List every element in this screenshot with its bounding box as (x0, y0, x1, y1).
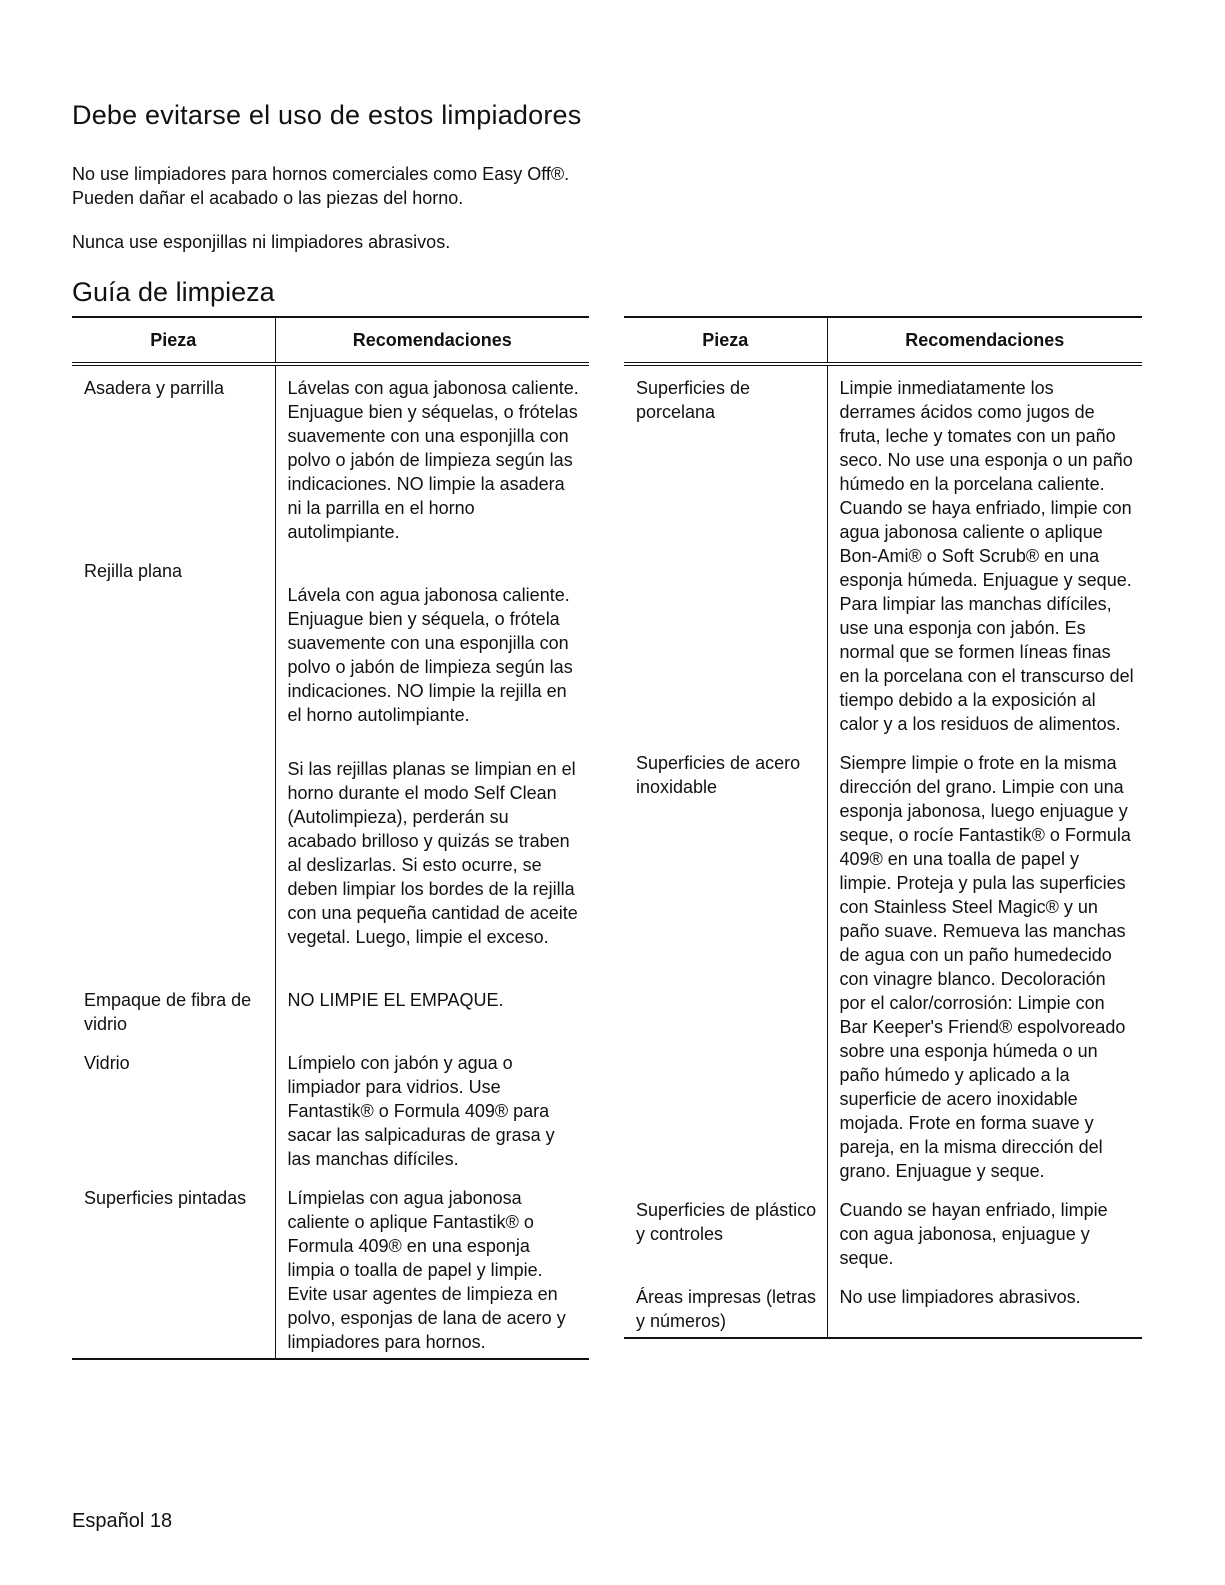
part-cell: Rejilla plana (72, 556, 275, 985)
part-cell: Vidrio (72, 1048, 275, 1183)
part-cell: Superficies pintadas (72, 1183, 275, 1359)
recommendation-cell: No use limpiadores abrasivos. (839, 1287, 1081, 1307)
table-row (72, 364, 589, 556)
recommendation-cell (275, 556, 589, 985)
recommendation-cell: Cuando se hayan enfriado, limpie con agua jabonosa, enjuague y seque. (839, 1200, 1108, 1268)
part-cell: Asadera y parrilla (72, 364, 275, 556)
cleaning-table-left (72, 316, 589, 1360)
page-footer: Español 18 (72, 1510, 173, 1532)
paragraph-oven-cleaners: No use limpiadores para hornos comerciales como Easy Off®. Pueden dañar el acabado o las piezas del horno. (72, 164, 570, 208)
recommendation-note: Si las rejillas planas se limpian en el horno durante el modo Self Clean (Autolimpieza), perderán su acabado brilloso y quizás se traben al deslizarlas. Si esto ocurre, se deben limpiar los bordes de la rejilla con una pequeña cantidad de aceite vegetal. Luego, limpie el exceso. (287, 759, 578, 947)
recommendation-cell: NO LIMPIE EL EMPAQUE. (287, 990, 504, 1010)
table-row (72, 1183, 589, 1359)
column-header-recommendations: Recomendaciones (275, 317, 589, 364)
paragraph-abrasives: Nunca use esponjillas ni limpiadores abrasivos. (72, 232, 451, 252)
table-row (624, 1282, 1142, 1338)
column-header-part: Pieza (72, 317, 275, 364)
recommendation-cell: Límpielas con agua jabonosa caliente o aplique Fantastik® o Formula 409® en una esponja limpia o toalla de papel y limpie. Evite usar agentes de limpieza en polvo, esponjas de lana de acero y limpiadores para hornos. (287, 1188, 566, 1352)
part-cell: Áreas impresas (letras y números) (624, 1282, 827, 1338)
heading-cleaning-guide: Guía de limpieza (72, 277, 275, 307)
part-cell: Empaque de fibra de vidrio (72, 985, 275, 1048)
recommendation-cell: Siempre limpie o frote en la misma dirección del grano. Limpie con una esponja jabonosa, luego enjuague y seque, o rocíe Fantastik® o Formula 409® en una toalla de papel y limpie. Proteja y pula las superficies con Stainless Steel Magic® y un paño suave. Remueva las manchas de agua con un paño humedecido con vinagre blanco. Decoloración por el calor/corrosión: Limpie con Bar Keeper's Friend® espolvoreado sobre una esponja húmeda o un paño húmedo y aplicado a la superficie de acero inoxidable mojada. Frote en forma suave y pareja, en la misma dirección del grano. Enjuague y seque. (839, 753, 1131, 1181)
recommendation-cell: Lávelas con agua jabonosa caliente. Enjuague bien y séquelas, o frótelas suavemente con una esponjilla con polvo o jabón de limpieza según las indicaciones. NO limpie la asadera ni la parrilla en el horno autolimpiante. (287, 378, 579, 542)
part-cell: Superficies de plástico y controles (624, 1195, 827, 1282)
part-cell: Superficies de acero inoxidable (624, 748, 827, 1195)
table-row (72, 1048, 589, 1183)
table-row (624, 748, 1142, 1195)
table-row (624, 364, 1142, 748)
recommendation-cell: Limpie inmediatamente los derrames ácidos como jugos de fruta, leche y tomates con un paño seco. No use una esponja o un paño húmedo en la porcelana caliente. Cuando se haya enfriado, limpie con agua jabonosa caliente o aplique Bon-Ami® o Soft Scrub® en una esponja húmeda. Enjuague y seque. Para limpiar las manchas difíciles, use una esponja con jabón. Es normal que se formen líneas finas en la porcelana con el transcurso del tiempo debido a la exposición al calor y a los residuos de alimentos. (839, 378, 1134, 734)
heading-avoid-cleaners: Debe evitarse el uso de estos limpiadores (72, 100, 582, 130)
table-row (72, 556, 589, 985)
table-row (72, 985, 589, 1048)
part-cell: Superficies de porcelana (624, 364, 827, 748)
recommendation-text: Lávela con agua jabonosa caliente. Enjuague bien y séquela, o frótela suavemente con una esponjilla con polvo o jabón de limpieza según las indicaciones. NO limpie la rejilla en el horno autolimpiante. (287, 585, 573, 725)
cleaning-table-right (624, 316, 1142, 1339)
column-header-recommendations: Recomendaciones (827, 317, 1142, 364)
recommendation-cell: Límpielo con jabón y agua o limpiador para vidrios. Use Fantastik® o Formula 409® para sacar las salpicaduras de grasa y las manchas difíciles. (287, 1053, 555, 1169)
column-header-part: Pieza (624, 317, 827, 364)
table-row (624, 1195, 1142, 1282)
